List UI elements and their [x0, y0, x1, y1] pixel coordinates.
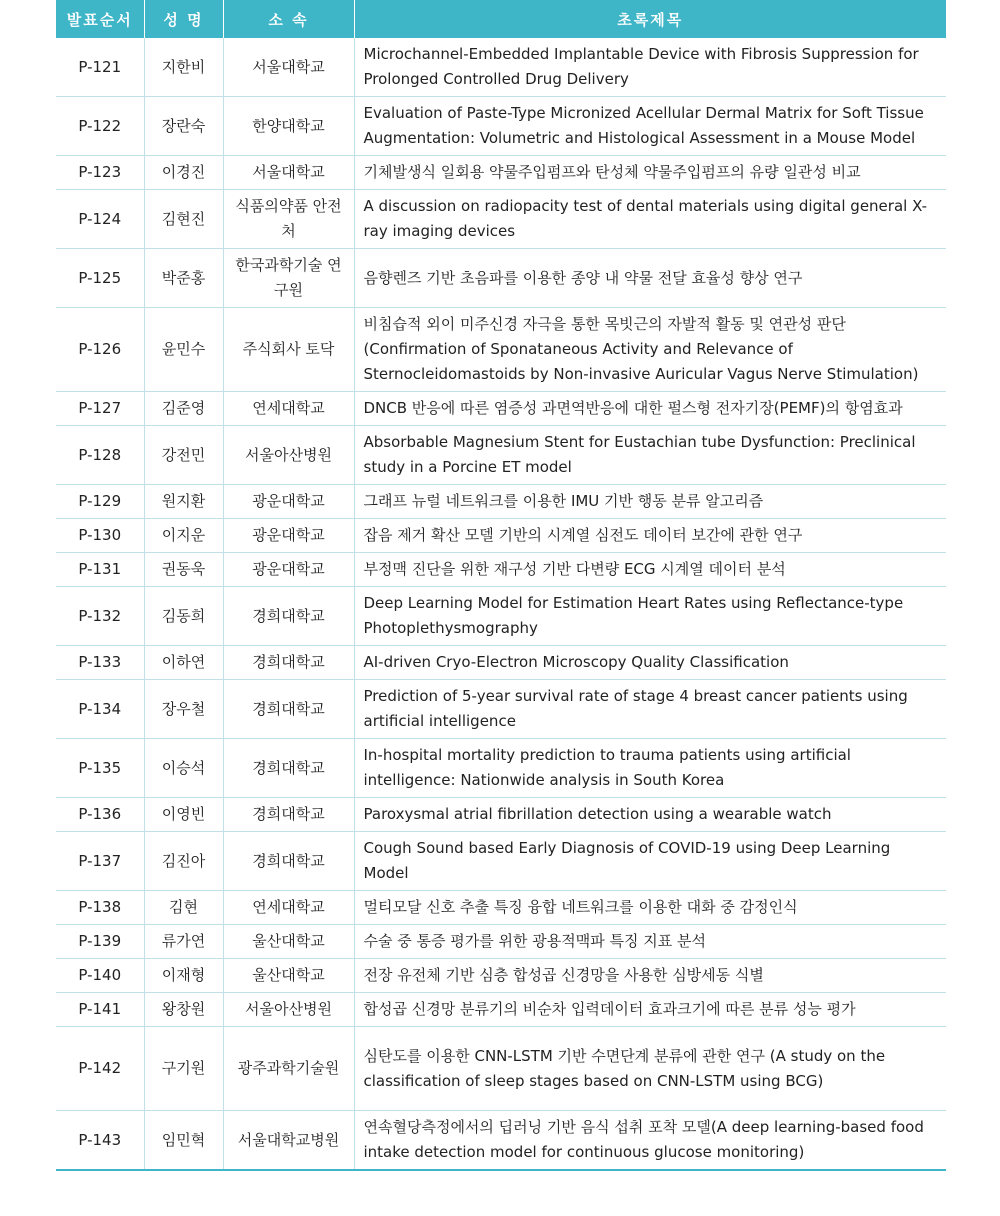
affiliation: 광주과학기술원 — [223, 1027, 354, 1111]
affiliation: 연세대학교 — [223, 891, 354, 925]
presentation-number: P-121 — [56, 38, 144, 97]
affiliation: 경희대학교 — [223, 680, 354, 739]
affiliation: 경희대학교 — [223, 798, 354, 832]
abstract-title: Prediction of 5-year survival rate of stage 4 breast cancer patients using artificial intelligence — [354, 680, 946, 739]
table-row — [56, 485, 946, 519]
presenter-name: 김준영 — [144, 392, 223, 426]
affiliation: 경희대학교 — [223, 739, 354, 798]
affiliation: 광운대학교 — [223, 519, 354, 553]
table-row — [56, 1111, 946, 1171]
presentation-number: P-143 — [56, 1111, 144, 1171]
presentation-number: P-129 — [56, 485, 144, 519]
poster-schedule-table — [56, 0, 946, 1171]
presenter-name: 류가연 — [144, 925, 223, 959]
presentation-number: P-140 — [56, 959, 144, 993]
affiliation: 서울대학교병원 — [223, 1111, 354, 1171]
affiliation: 경희대학교 — [223, 832, 354, 891]
presentation-number: P-141 — [56, 993, 144, 1027]
presentation-number: P-138 — [56, 891, 144, 925]
abstract-title: DNCB 반응에 따른 염증성 과면역반응에 대한 펄스형 전자기장(PEMF)의 항염효과 — [354, 392, 946, 426]
presenter-name: 김현 — [144, 891, 223, 925]
table-row — [56, 925, 946, 959]
presenter-name: 이경진 — [144, 156, 223, 190]
abstract-title: 전장 유전체 기반 심층 합성곱 신경망을 사용한 심방세동 식별 — [354, 959, 946, 993]
header-row — [56, 0, 946, 38]
header-affiliation: 소 속 — [223, 0, 354, 38]
presenter-name: 권동욱 — [144, 553, 223, 587]
abstract-title: 잡음 제거 확산 모델 기반의 시계열 심전도 데이터 보간에 관한 연구 — [354, 519, 946, 553]
presentation-number: P-126 — [56, 308, 144, 392]
header-name: 성 명 — [144, 0, 223, 38]
affiliation: 서울아산병원 — [223, 426, 354, 485]
header-order: 발표순서 — [56, 0, 144, 38]
presenter-name: 구기원 — [144, 1027, 223, 1111]
abstract-title: In-hospital mortality prediction to trauma patients using artificial intelligence: Nationwide analysis in South Korea — [354, 739, 946, 798]
abstract-title: Microchannel-Embedded Implantable Device with Fibrosis Suppression for Prolonged Controlled Drug Delivery — [354, 38, 946, 97]
affiliation: 경희대학교 — [223, 646, 354, 680]
abstract-title: 음향렌즈 기반 초음파를 이용한 종양 내 약물 전달 효율성 향상 연구 — [354, 249, 946, 308]
abstract-title: 부정맥 진단을 위한 재구성 기반 다변량 ECG 시계열 데이터 분석 — [354, 553, 946, 587]
abstract-title: 비침습적 외이 미주신경 자극을 통한 목빗근의 자발적 활동 및 연관성 판단 (Confirmation of Sponataneous Activity and Relevance of Sternocleidomastoids by Non-invasive Auricular Vagus Nerve Stimulation) — [354, 308, 946, 392]
presentation-number: P-133 — [56, 646, 144, 680]
presenter-name: 이승석 — [144, 739, 223, 798]
abstract-title: 수술 중 통증 평가를 위한 광용적맥파 특징 지표 분석 — [354, 925, 946, 959]
presenter-name: 박준홍 — [144, 249, 223, 308]
affiliation: 한양대학교 — [223, 97, 354, 156]
presentation-number: P-125 — [56, 249, 144, 308]
abstract-title: Evaluation of Paste-Type Micronized Acellular Dermal Matrix for Soft Tissue Augmentation: Volumetric and Histological Assessment in a Mouse Model — [354, 97, 946, 156]
table-row — [56, 1027, 946, 1111]
presenter-name: 원지환 — [144, 485, 223, 519]
table-row — [56, 739, 946, 798]
abstract-title: 멀티모달 신호 추출 특징 융합 네트워크를 이용한 대화 중 감정인식 — [354, 891, 946, 925]
presenter-name: 김현진 — [144, 190, 223, 249]
abstract-title: 합성곱 신경망 분류기의 비순차 입력데이터 효과크기에 따른 분류 성능 평가 — [354, 993, 946, 1027]
table-row — [56, 891, 946, 925]
presentation-number: P-135 — [56, 739, 144, 798]
presentation-number: P-142 — [56, 1027, 144, 1111]
affiliation: 울산대학교 — [223, 959, 354, 993]
presenter-name: 왕창원 — [144, 993, 223, 1027]
affiliation: 울산대학교 — [223, 925, 354, 959]
table-row — [56, 680, 946, 739]
affiliation: 광운대학교 — [223, 553, 354, 587]
abstract-title: 심탄도를 이용한 CNN-LSTM 기반 수면단계 분류에 관한 연구 (A study on the classification of sleep stages based on CNN-LSTM using BCG) — [354, 1027, 946, 1111]
presentation-number: P-136 — [56, 798, 144, 832]
presentation-number: P-139 — [56, 925, 144, 959]
affiliation: 식품의약품 안전처 — [223, 190, 354, 249]
presentation-number: P-131 — [56, 553, 144, 587]
table-row — [56, 993, 946, 1027]
affiliation: 연세대학교 — [223, 392, 354, 426]
header-abstract-title: 초록제목 — [354, 0, 946, 38]
table-row — [56, 553, 946, 587]
abstract-title: Paroxysmal atrial fibrillation detection using a wearable watch — [354, 798, 946, 832]
table-row — [56, 190, 946, 249]
table-row — [56, 832, 946, 891]
presenter-name: 이영빈 — [144, 798, 223, 832]
poster-schedule-table-container — [56, 0, 946, 1171]
presentation-number: P-124 — [56, 190, 144, 249]
presentation-number: P-127 — [56, 392, 144, 426]
affiliation: 서울대학교 — [223, 38, 354, 97]
presentation-number: P-132 — [56, 587, 144, 646]
table-row — [56, 392, 946, 426]
presentation-number: P-123 — [56, 156, 144, 190]
presenter-name: 이하연 — [144, 646, 223, 680]
table-row — [56, 249, 946, 308]
presenter-name: 장란숙 — [144, 97, 223, 156]
presenter-name: 윤민수 — [144, 308, 223, 392]
affiliation: 주식회사 토닥 — [223, 308, 354, 392]
presenter-name: 김동희 — [144, 587, 223, 646]
presenter-name: 강전민 — [144, 426, 223, 485]
presenter-name: 이지운 — [144, 519, 223, 553]
presentation-number: P-137 — [56, 832, 144, 891]
presenter-name: 김진아 — [144, 832, 223, 891]
table-row — [56, 798, 946, 832]
abstract-title: A discussion on radiopacity test of dental materials using digital general X-ray imaging devices — [354, 190, 946, 249]
abstract-title: 연속혈당측정에서의 딥러닝 기반 음식 섭취 포착 모델(A deep learning-based food intake detection model for continuous glucose monitoring) — [354, 1111, 946, 1171]
presentation-number: P-134 — [56, 680, 144, 739]
abstract-title: Absorbable Magnesium Stent for Eustachian tube Dysfunction: Preclinical study in a Porcine ET model — [354, 426, 946, 485]
table-row — [56, 38, 946, 97]
abstract-title: 그래프 뉴럴 네트워크를 이용한 IMU 기반 행동 분류 알고리즘 — [354, 485, 946, 519]
table-row — [56, 519, 946, 553]
presentation-number: P-122 — [56, 97, 144, 156]
presentation-number: P-128 — [56, 426, 144, 485]
abstract-title: Deep Learning Model for Estimation Heart Rates using Reflectance-type Photoplethysmography — [354, 587, 946, 646]
affiliation: 서울아산병원 — [223, 993, 354, 1027]
presentation-number: P-130 — [56, 519, 144, 553]
table-row — [56, 959, 946, 993]
affiliation: 광운대학교 — [223, 485, 354, 519]
table-body — [56, 38, 946, 1170]
affiliation: 한국과학기술 연구원 — [223, 249, 354, 308]
table-row — [56, 156, 946, 190]
abstract-title: AI-driven Cryo-Electron Microscopy Quality Classification — [354, 646, 946, 680]
affiliation: 경희대학교 — [223, 587, 354, 646]
table-row — [56, 308, 946, 392]
presenter-name: 임민혁 — [144, 1111, 223, 1171]
table-row — [56, 646, 946, 680]
abstract-title: 기체발생식 일회용 약물주입펌프와 탄성체 약물주입펌프의 유량 일관성 비교 — [354, 156, 946, 190]
presenter-name: 이재형 — [144, 959, 223, 993]
presenter-name: 장우철 — [144, 680, 223, 739]
table-row — [56, 97, 946, 156]
table-row — [56, 426, 946, 485]
table-header — [56, 0, 946, 38]
affiliation: 서울대학교 — [223, 156, 354, 190]
table-row — [56, 587, 946, 646]
presenter-name: 지한비 — [144, 38, 223, 97]
abstract-title: Cough Sound based Early Diagnosis of COVID-19 using Deep Learning Model — [354, 832, 946, 891]
